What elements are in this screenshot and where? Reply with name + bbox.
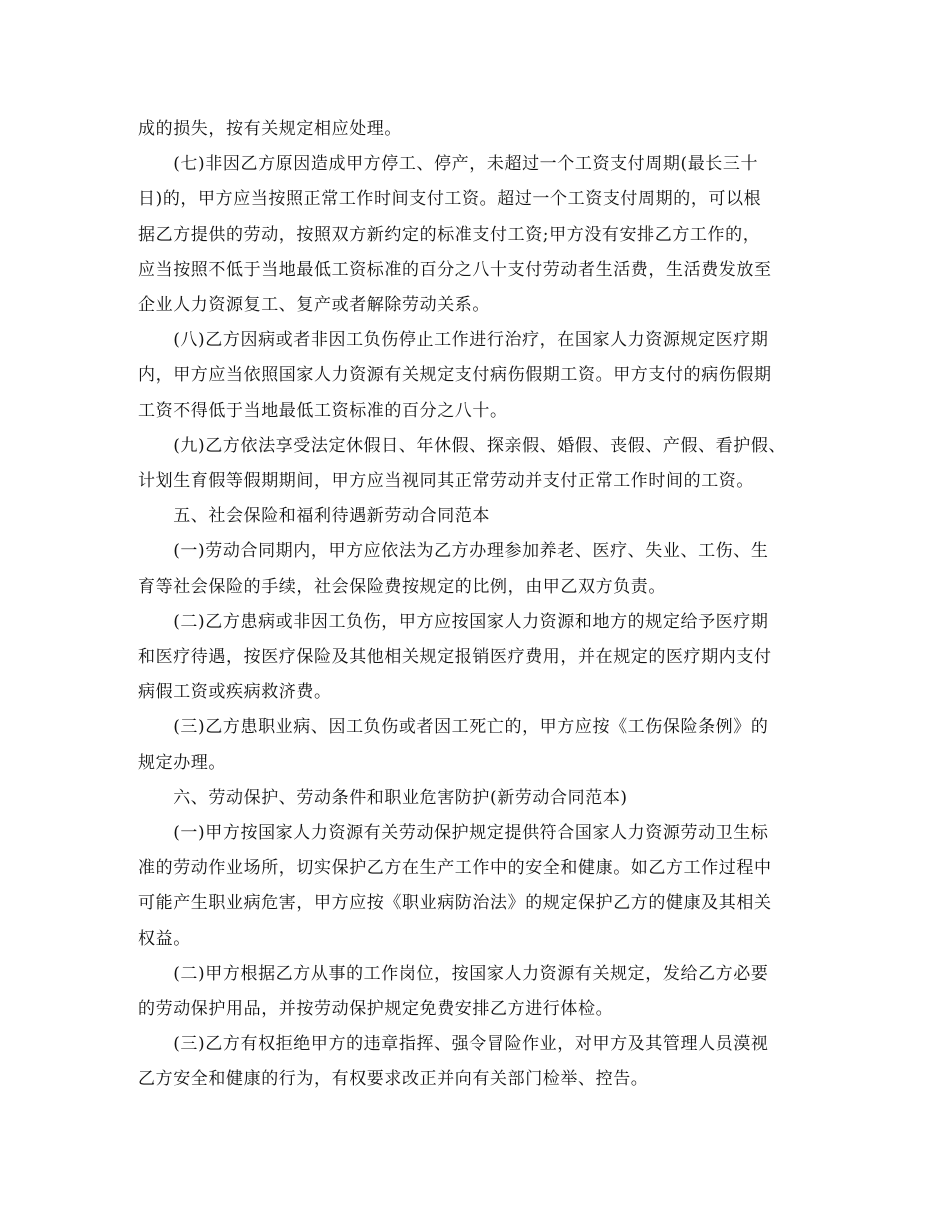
text-line: (二)甲方根据乙方从事的工作岗位，按国家人力资源有关规定，发给乙方必要 bbox=[138, 963, 769, 984]
text-line: 据乙方提供的劳动，按照双方新约定的标准支付工资;甲方没有安排乙方工作的， bbox=[138, 224, 761, 245]
section-heading: 六、劳动保护、劳动条件和职业危害防护(新劳动合同范本) bbox=[138, 787, 628, 808]
text-line: 准的劳动作业场所，切实保护乙方在生产工作中的安全和健康。如乙方工作过程中 bbox=[138, 858, 772, 879]
text-line: (八)乙方因病或者非因工负伤停止工作进行治疗，在国家人力资源规定医疗期 bbox=[138, 330, 769, 351]
text-line: (七)非因乙方原因造成甲方停工、停产，未超过一个工资支付周期(最长三十 bbox=[138, 154, 759, 175]
document-body bbox=[138, 112, 828, 1098]
text-line: 乙方安全和健康的行为，有权要求改正并向有关部门检举、控告。 bbox=[138, 1069, 649, 1090]
text-line: 内，甲方应当依照国家人力资源有关规定支付病伤假期工资。甲方支付的病伤假期 bbox=[138, 365, 772, 386]
text-line: 计划生育假等假期期间，甲方应当视同其正常劳动并支付正常工作时间的工资。 bbox=[138, 471, 754, 492]
section-heading: 五、社会保险和福利待遇新劳动合同范本 bbox=[138, 506, 490, 527]
text-line: (一)劳动合同期内，甲方应依法为乙方办理参加养老、医疗、失业、工伤、生 bbox=[138, 541, 769, 562]
text-line: 的劳动保护用品，并按劳动保护规定免费安排乙方进行体检。 bbox=[138, 999, 614, 1020]
text-line: 应当按照不低于当地最低工资标准的百分之八十支付劳动者生活费，生活费发放至 bbox=[138, 259, 772, 280]
text-line: (九)乙方依法享受法定休假日、年休假、探亲假、婚假、丧假、产假、看护假、 bbox=[138, 435, 787, 456]
text-line: (三)乙方患职业病、因工负伤或者因工死亡的，甲方应按《工伤保险条例》的 bbox=[138, 717, 769, 738]
text-line: 权益。 bbox=[138, 928, 191, 949]
text-line: 可能产生职业病危害，甲方应按《职业病防治法》的规定保护乙方的健康及其相关 bbox=[138, 893, 772, 914]
text-line: (三)乙方有权拒绝甲方的违章指挥、强令冒险作业，对甲方及其管理人员漠视 bbox=[138, 1034, 769, 1055]
text-line: 规定办理。 bbox=[138, 752, 226, 773]
text-line: (一)甲方按国家人力资源有关劳动保护规定提供符合国家人力资源劳动卫生标 bbox=[138, 823, 769, 844]
text-line: (二)乙方患病或非因工负伤，甲方应按国家人力资源和地方的规定给予医疗期 bbox=[138, 611, 769, 632]
text-line: 企业人力资源复工、复产或者解除劳动关系。 bbox=[138, 295, 490, 316]
text-line: 病假工资或疾病救济费。 bbox=[138, 682, 332, 703]
text-line: 育等社会保险的手续，社会保险费按规定的比例，由甲乙双方负责。 bbox=[138, 576, 666, 597]
text-line: 日)的，甲方应当按照正常工作时间支付工资。超过一个工资支付周期的，可以根 bbox=[138, 189, 762, 210]
text-line: 和医疗待遇，按医疗保险及其他相关规定报销医疗费用，并在规定的医疗期内支付 bbox=[138, 647, 772, 668]
text-line: 工资不得低于当地最低工资标准的百分之八十。 bbox=[138, 400, 508, 421]
text-line: 成的损失，按有关规定相应处理。 bbox=[138, 119, 402, 139]
